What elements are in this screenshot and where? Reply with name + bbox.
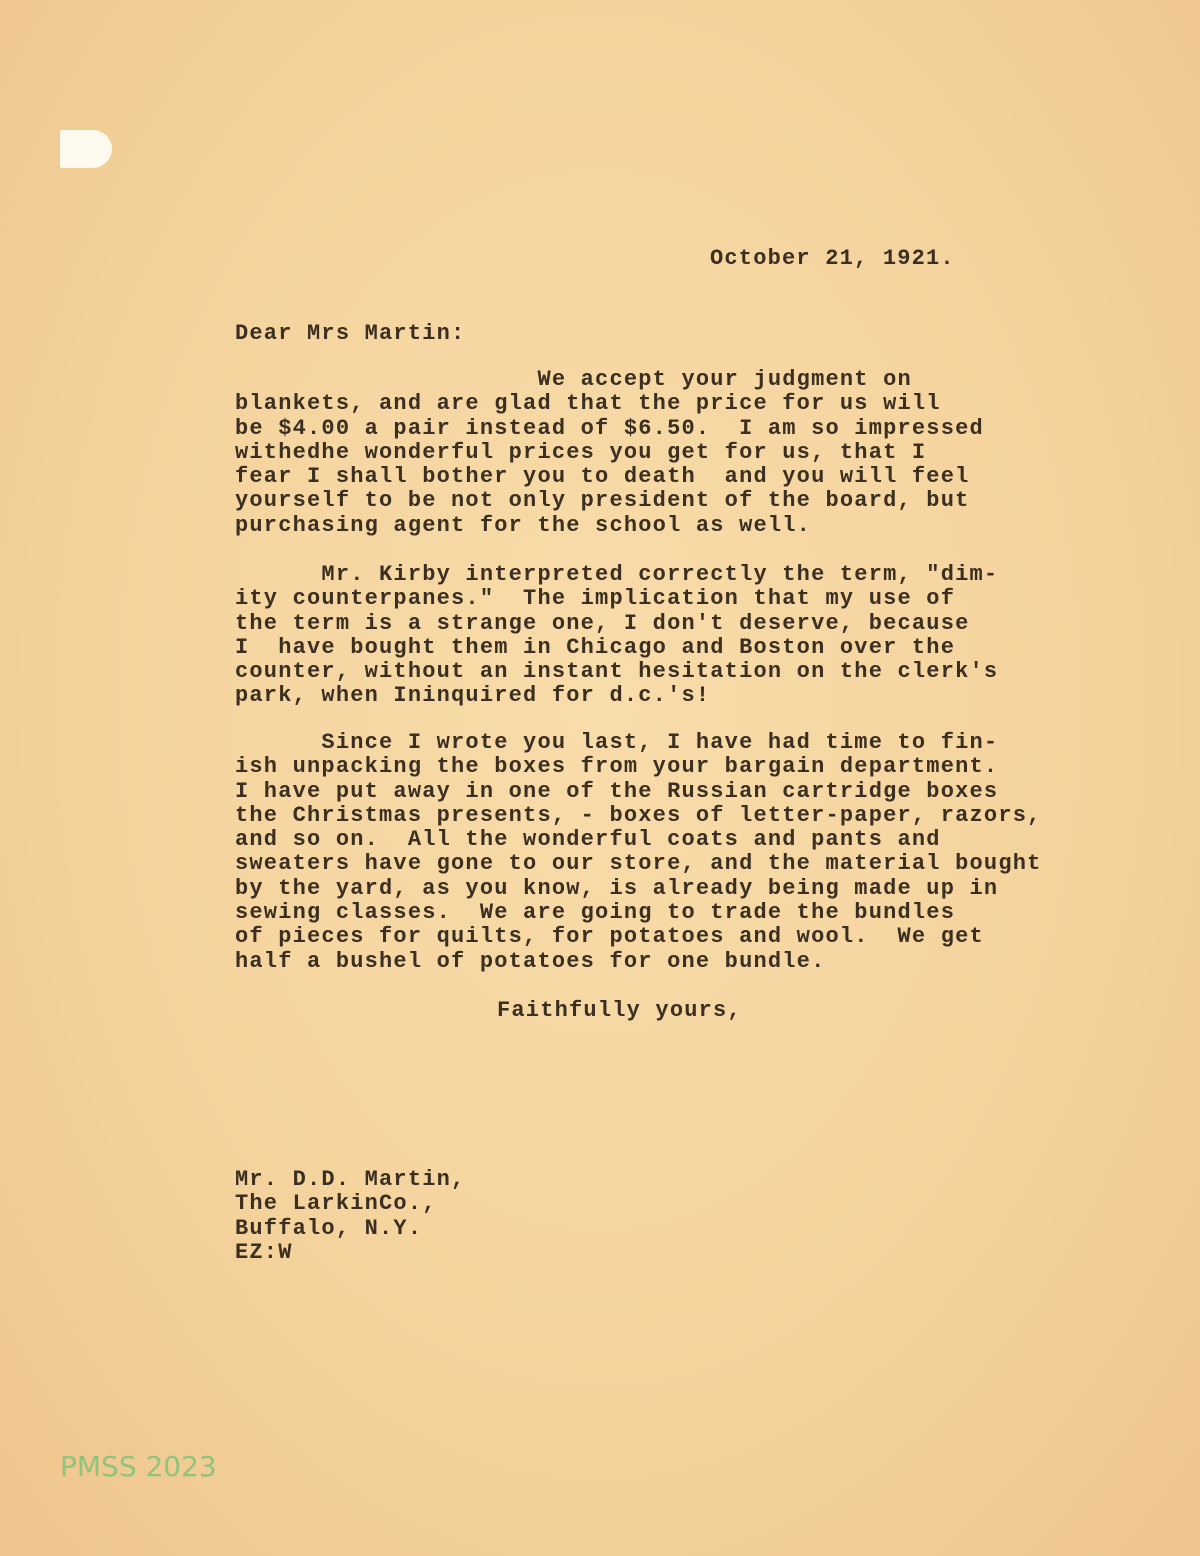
salutation: Dear Mrs Martin: [235, 321, 466, 346]
text-line: sweaters have gone to our store, and the material bought [235, 851, 1042, 877]
text-line: purchasing agent for the school as well. [235, 512, 812, 538]
paper-tab-mark [60, 130, 112, 168]
text-line: half a bushel of potatoes for one bundle. [235, 948, 826, 974]
text-line: of pieces for quilts, for potatoes and wool. We get [235, 924, 984, 950]
address-line: Mr. D.D. Martin, [235, 1167, 466, 1192]
paragraph-2 [235, 563, 998, 709]
watermark: PMSS 2023 [60, 1450, 217, 1483]
text-line: blankets, and are glad that the price for us will [235, 391, 941, 417]
text-line: yourself to be not only president of the board, but [235, 488, 970, 514]
text-line: sewing classes. We are going to trade the bundles [235, 900, 956, 926]
text-line: fear I shall bother you to death and you will feel [235, 464, 970, 490]
text-line: Since I wrote you last, I have had time to fin- [235, 730, 999, 755]
text-line: park, when Ininquired for d.c.'s! [235, 683, 711, 709]
letter-date: October 21, 1921. [710, 246, 955, 271]
text-line: be $4.00 a pair instead of $6.50. I am so impressed [235, 415, 984, 441]
text-line: counter, without an instant hesitation on the clerk's [235, 659, 999, 685]
text-line: the Christmas presents, - boxes of letter-paper, razors, [235, 802, 1042, 828]
address-line: The LarkinCo., [235, 1191, 437, 1217]
text-line: and so on. All the wonderful coats and pants and [235, 827, 941, 853]
text-line: withedhe wonderful prices you get for us, that I [235, 439, 927, 465]
text-line: the term is a strange one, I don't deserve, because [235, 610, 970, 636]
reference-initials: EZ:W [235, 1239, 293, 1265]
paragraph-1 [235, 368, 984, 538]
text-line: Mr. Kirby interpreted correctly the term, "dim- [235, 562, 999, 587]
closing: Faithfully yours, [497, 998, 742, 1023]
text-line: ity counterpanes." The implication that my use of [235, 586, 956, 612]
address-line: Buffalo, N.Y. [235, 1215, 423, 1241]
text-line: by the yard, as you know, is already being made up in [235, 875, 999, 901]
text-line: ish unpacking the boxes from your bargain department. [235, 754, 999, 780]
paragraph-3 [235, 731, 1042, 974]
text-line: I have put away in one of the Russian cartridge boxes [235, 778, 999, 804]
text-line: I have bought them in Chicago and Boston over the [235, 634, 956, 660]
text-line: We accept your judgment on [235, 367, 912, 392]
recipient-address [235, 1168, 465, 1265]
